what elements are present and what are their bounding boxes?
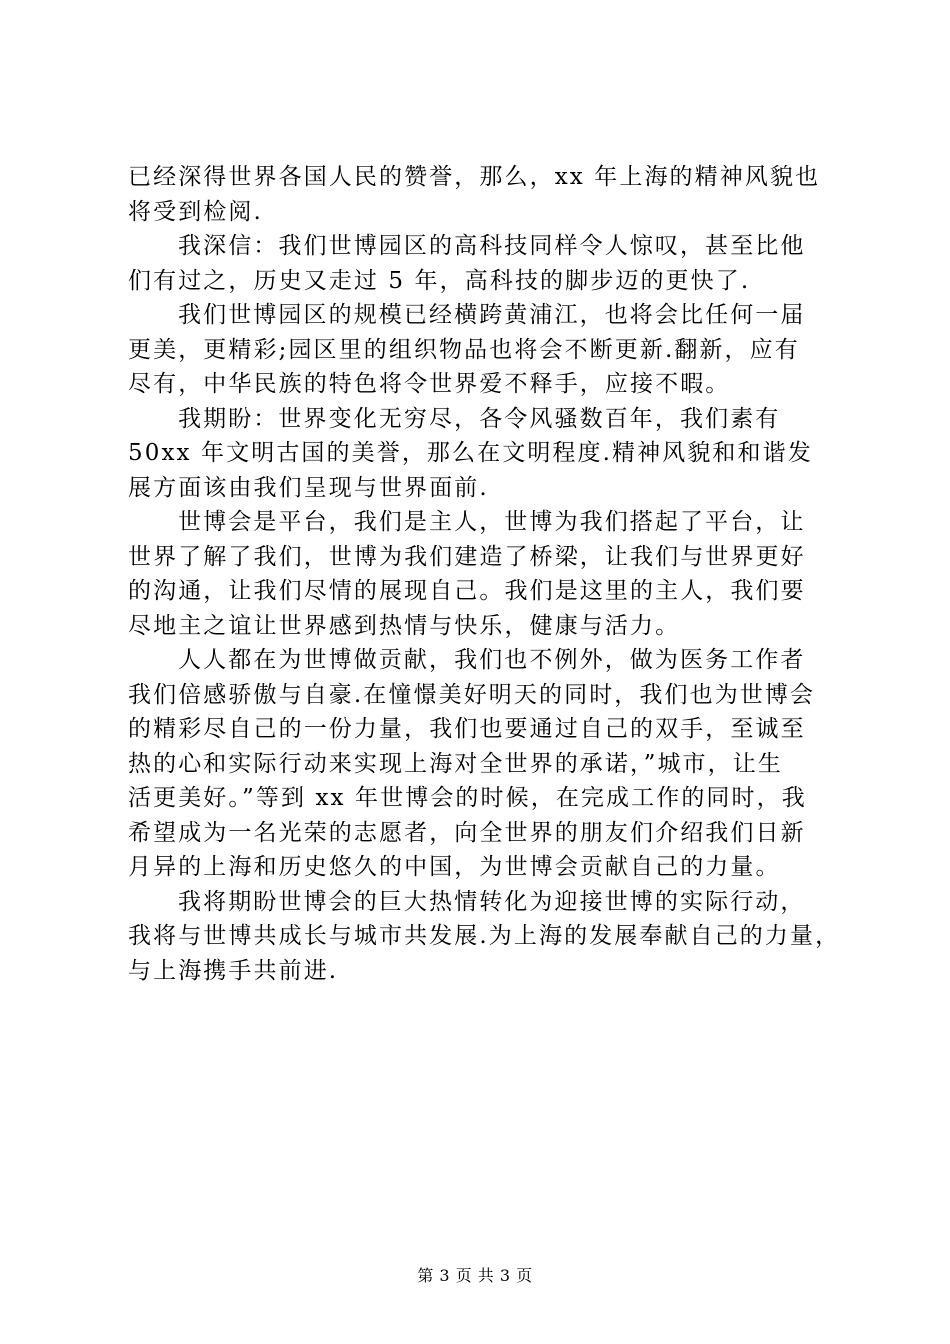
paragraph-3: 我们世博园区的规模已经横跨黄浦江，也将会比任何一届 更美，更精彩;园区里的组织物品也将会不断更新.翻新，应有 尽有，中华民族的特色将令世界爱不释手，应接不暇。 xyxy=(128,302,806,397)
page-footer: 第 3 页 共 3 页 xyxy=(417,1266,533,1285)
document-body xyxy=(128,160,842,988)
paragraph-4: 我期盼：世界变化无穷尽，各令风骚数百年，我们素有 50xx 年文明古国的美誉，那么在文明程度.精神风貌和和谐发 展方面该由我们呈现与世界面前. xyxy=(128,405,813,501)
paragraph-5: 世博会是平台，我们是主人，世博为我们搭起了平台，让 世界了解了我们，世博为我们建造了桥梁，让我们与世界更好 的沟通，让我们尽情的展现自己。我们是这里的主人，我们要 尽地主之谊让世界感到热情与快乐，健康与活力。 xyxy=(128,509,806,639)
paragraph-6: 人人都在为世博做贡献，我们也不例外，做为医务工作者 我们倍感骄傲与自豪.在憧憬美好明天的同时，我们也为世博会 的精彩尽自己的一份力量，我们也要通过自己的双手，至诚至 热的心和实际行动来实现上海对全世界的承诺，”城市，让生 活更美好。”等到 xx 年世博会的时候，在完成工作的同时，我 希望成为一名光荣的志愿者，向全世界的朋友们介绍我们日新 月异的上海和历史悠久的中国，为世博会贡献自己的力量。 xyxy=(128,647,816,880)
paragraph-1: 已经深得世界各国人民的赞誉，那么，xx 年上海的精神风貌也 将受到检阅. xyxy=(128,164,821,225)
paragraph-2: 我深信：我们世博园区的高科技同样令人惊叹，甚至比他 们有过之，历史又走过 5 年，高科技的脚步迈的更快了. xyxy=(128,233,806,294)
paragraph-7: 我将期盼世博会的巨大热情转化为迎接世博的实际行动， 我将与世博共成长与城市共发展.为上海的发展奉献自己的力量， 与上海携手共前进. xyxy=(128,888,841,984)
